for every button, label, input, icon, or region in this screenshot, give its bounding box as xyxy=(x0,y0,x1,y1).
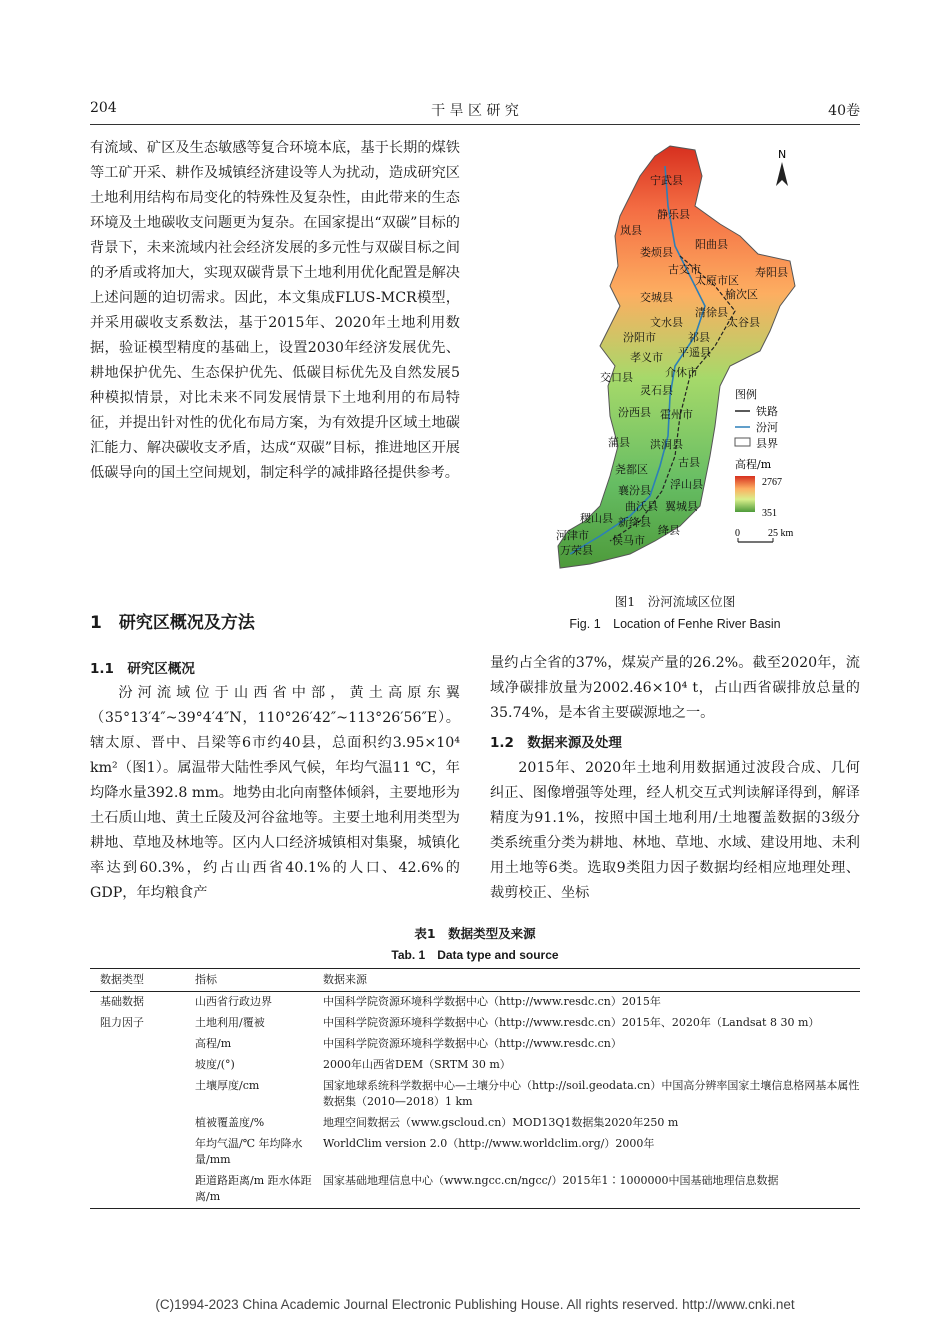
county-label: 太原市区 xyxy=(695,274,739,287)
county-label: 交口县 xyxy=(600,371,633,384)
journal-name: 干 旱 区 研 究 xyxy=(431,103,519,119)
table-cell xyxy=(90,1055,195,1076)
county-label: 静乐县 xyxy=(657,208,690,221)
table-cell: 中国科学院资源环境科学数据中心（http://www.resdc.cn）2015年、2020年（Landsat 8 30 m） xyxy=(323,1016,820,1029)
table-cell xyxy=(90,1034,195,1055)
figure-caption-en: Fig. 1 Location of Fenhe River Basin xyxy=(569,617,781,631)
table-row xyxy=(90,1134,860,1171)
copyright-footer: (C)1994-2023 China Academic Journal Electronic Publishing House. All rights reserved. http://www.cnki.net xyxy=(155,1297,795,1312)
county-label: 阳曲县 xyxy=(695,238,728,251)
elevation-max: 2767 xyxy=(762,477,782,488)
table-cell: 中国科学院资源环境科学数据中心（http://www.resdc.cn）2015年 xyxy=(323,995,661,1008)
county-label: 介休市 xyxy=(665,366,698,379)
table-cell: 地理空间数据云（www.gscloud.cn）MOD13Q1数据集2020年250 m xyxy=(323,1116,679,1129)
elevation-min: 351 xyxy=(762,508,777,519)
county-label: 尧都区 xyxy=(615,463,648,476)
table-cell: 土地利用/覆被 xyxy=(195,1016,265,1029)
table-cell: 高程/m xyxy=(195,1037,232,1050)
county-label: 孝义市 xyxy=(630,351,663,364)
table-cell xyxy=(90,1171,195,1209)
table-cell: 坡度/(°) xyxy=(195,1058,235,1071)
county-label: 榆次区 xyxy=(725,288,758,301)
right-column xyxy=(490,651,860,726)
county-label: 襄汾县 xyxy=(618,484,651,497)
table-cell xyxy=(90,1076,195,1113)
subsection-1-1: 1.1 研究区概况 xyxy=(90,661,195,677)
table-cell xyxy=(90,1113,195,1134)
county-label: 河津市 xyxy=(556,529,589,542)
table-cell: 2000年山西省DEM（SRTM 30 m） xyxy=(323,1058,511,1071)
table-header-row xyxy=(90,969,860,992)
intro-paragraph: 有流域、矿区及生态敏感等复合环境本底，基于长期的煤铁等工矿开采、耕作及城镇经济建设等人为扰动，造成研究区土地利用结构布局变化的特殊性及复杂性，由此带来的生态环境及土地碳收支问题更为复杂。在国家提出“双碳”目标的背景下，未来流域内社会经济发展的多元性与双碳目标之间的矛盾或将加大，实现双碳背景下土地利用优化配置是解决上述问题的迫切需求。因此，本文集成FLUS-MCR模型，并采用碳收支系数法，基于2015年、2020年土地利用数据，验证模型精度的基础上，设置2030年经济发展优先、耕地保护优先、生态保护优先、低碳目标优先及自然发展5种模拟情景，对比未来不同发展情景下土地利用的布局特征，并提出针对性的优化布局方案，为有效提升区域土地碳汇能力、解决碳收支矛盾，达成“双碳”目标，推进地区开展低碳导向的国土空间规划，制定科学的减排路径提供参考。 xyxy=(90,140,460,481)
legend-title: 图例 xyxy=(735,388,757,401)
table-header: 数据类型 xyxy=(90,969,195,992)
table-header: 指标 xyxy=(195,969,323,992)
legend-item: 汾河 xyxy=(756,421,778,434)
county-label: 浮山县 xyxy=(670,478,703,491)
county-label: 岚县 xyxy=(620,224,642,237)
county-label: 古交市 xyxy=(668,263,701,276)
table-row xyxy=(90,1013,860,1034)
table-cell: 山西省行政边界 xyxy=(195,995,272,1008)
table-cell: 基础数据 xyxy=(100,995,144,1008)
table-cell: WorldClim version 2.0（http://www.worldclim.org/）2000年 xyxy=(323,1137,655,1150)
continuation-paragraph: 量约占全省的37%，煤炭产量的26.2%。截至2020年，流域净碳排放量为2002.46×10⁴ t，占山西省碳排放总量的35.74%，是本省主要碳源地之一。 xyxy=(490,655,860,721)
table-cell: 中国科学院资源环境科学数据中心（http://www.resdc.cn） xyxy=(323,1037,622,1050)
table-header: 数据来源 xyxy=(323,969,860,992)
table-row xyxy=(90,992,860,1014)
table-cell: 土壤厚度/cm xyxy=(195,1079,260,1092)
county-label: 文水县 xyxy=(650,316,683,329)
subsection-1-2: 1.2 数据来源及处理 xyxy=(490,735,622,751)
figure-caption-cn: 图1 汾河流域区位图 xyxy=(614,594,736,609)
county-label: 稷山县 xyxy=(580,512,613,525)
county-label: 汾阳市 xyxy=(623,331,656,344)
table-cell: 距道路距离/m 距水体距离/m xyxy=(195,1171,323,1209)
county-label: 交城县 xyxy=(640,291,673,304)
section-title: 1 研究区概况及方法 xyxy=(90,613,255,633)
county-label: 新绛县 xyxy=(618,516,651,529)
scale-zero: 0 xyxy=(735,528,740,539)
left-column-2 xyxy=(90,681,460,906)
county-label: 汾西县 xyxy=(618,406,651,419)
page-number: 204 xyxy=(90,100,117,116)
elevation-title: 高程/m xyxy=(735,458,772,471)
table-title-cn: 表1 数据类型及来源 xyxy=(414,926,536,941)
table-row xyxy=(90,1034,860,1055)
table-row xyxy=(90,1113,860,1134)
header-rule xyxy=(90,124,860,125)
table-cell xyxy=(90,1134,195,1171)
county-label: 灵石县 xyxy=(640,384,673,397)
county-label: 侯马市 xyxy=(612,534,645,547)
county-label: 清徐县 xyxy=(695,306,728,319)
county-label: 万荣县 xyxy=(560,544,593,557)
table-row xyxy=(90,1055,860,1076)
left-column xyxy=(90,136,460,486)
data-paragraph: 2015年、2020年土地利用数据通过波段合成、几何纠正、图像增强等处理，经人机交互式判读解译得到，解译精度为91.1%，按照中国土地利用/土地覆盖数据的3级分类系统重分类为耕地、林地、草地、水域、建设用地、未利用土地等6类。选取9类阻力因子数据均经相应地理处理、裁剪校正、坐标 xyxy=(490,760,860,901)
north-label: N xyxy=(778,148,787,161)
north-arrow xyxy=(776,148,788,186)
county-label: 洪洞县 xyxy=(650,438,683,451)
study-area-paragraph: 汾河流域位于山西省中部，黄土高原东翼（35°13′4″~39°4′4″N，110°26′42″~113°26′56″E）。辖太原、晋中、吕梁等6市约40县，总面积约3.95×10⁴ km²（图1）。属温带大陆性季风气候，年均气温11 ℃，年均降水量392.8 mm。地势由北向南整体倾斜，主要地形为土石质山地、黄土丘陵及河谷盆地等。主要土地利用类型为耕地、草地及林地等。区内人口经济城镇相对集聚，城镇化率达到60.3%，约占山西省40.1%的人口、42.6%的GDP，年均粮食产 xyxy=(90,685,460,901)
county-label: 霍州市 xyxy=(660,408,693,421)
scale-label: 25 km xyxy=(768,528,794,539)
county-label: 蒲县 xyxy=(608,436,630,449)
figure-map xyxy=(490,136,860,596)
table-row xyxy=(90,1171,860,1209)
table-cell: 植被覆盖度/% xyxy=(195,1116,265,1129)
county-label: 古县 xyxy=(678,456,700,469)
map-legend xyxy=(735,387,794,542)
county-label: 绛县 xyxy=(658,524,680,537)
elevation-ramp xyxy=(735,476,755,512)
table-cell: 国家地球系统科学数据中心—土壤分中心（http://soil.geodata.cn）中国高分辨率国家土壤信息格网基本属性数据集（2010—2018）1 km xyxy=(323,1079,860,1108)
county-label: 翼城县 xyxy=(665,500,698,513)
table-title-en: Tab. 1 Data type and source xyxy=(391,948,559,962)
county-label: 太谷县 xyxy=(727,316,760,329)
legend-item: 铁路 xyxy=(756,405,778,418)
county-label: 曲沃县 xyxy=(625,500,658,513)
table-row xyxy=(90,1076,860,1113)
data-table xyxy=(90,968,860,1209)
volume-label: 40卷 xyxy=(828,103,860,119)
table-cell: 年均气温/℃ 年均降水量/mm xyxy=(195,1137,303,1166)
county-label: 宁武县 xyxy=(650,174,683,187)
county-label: 寿阳县 xyxy=(755,266,788,279)
county-label: 祁县 xyxy=(688,331,710,344)
legend-item: 县界 xyxy=(756,437,778,450)
table-cell: 国家基础地理信息中心（www.ngcc.cn/ngcc/）2015年1∶1000000中国基础地理信息数据 xyxy=(323,1171,860,1209)
county-label: 娄烦县 xyxy=(640,246,673,259)
county-label: 平遥县 xyxy=(678,346,711,359)
table-cell: 阻力因子 xyxy=(100,1016,144,1029)
right-column-2 xyxy=(490,756,860,906)
legend-county-symbol xyxy=(735,438,750,446)
